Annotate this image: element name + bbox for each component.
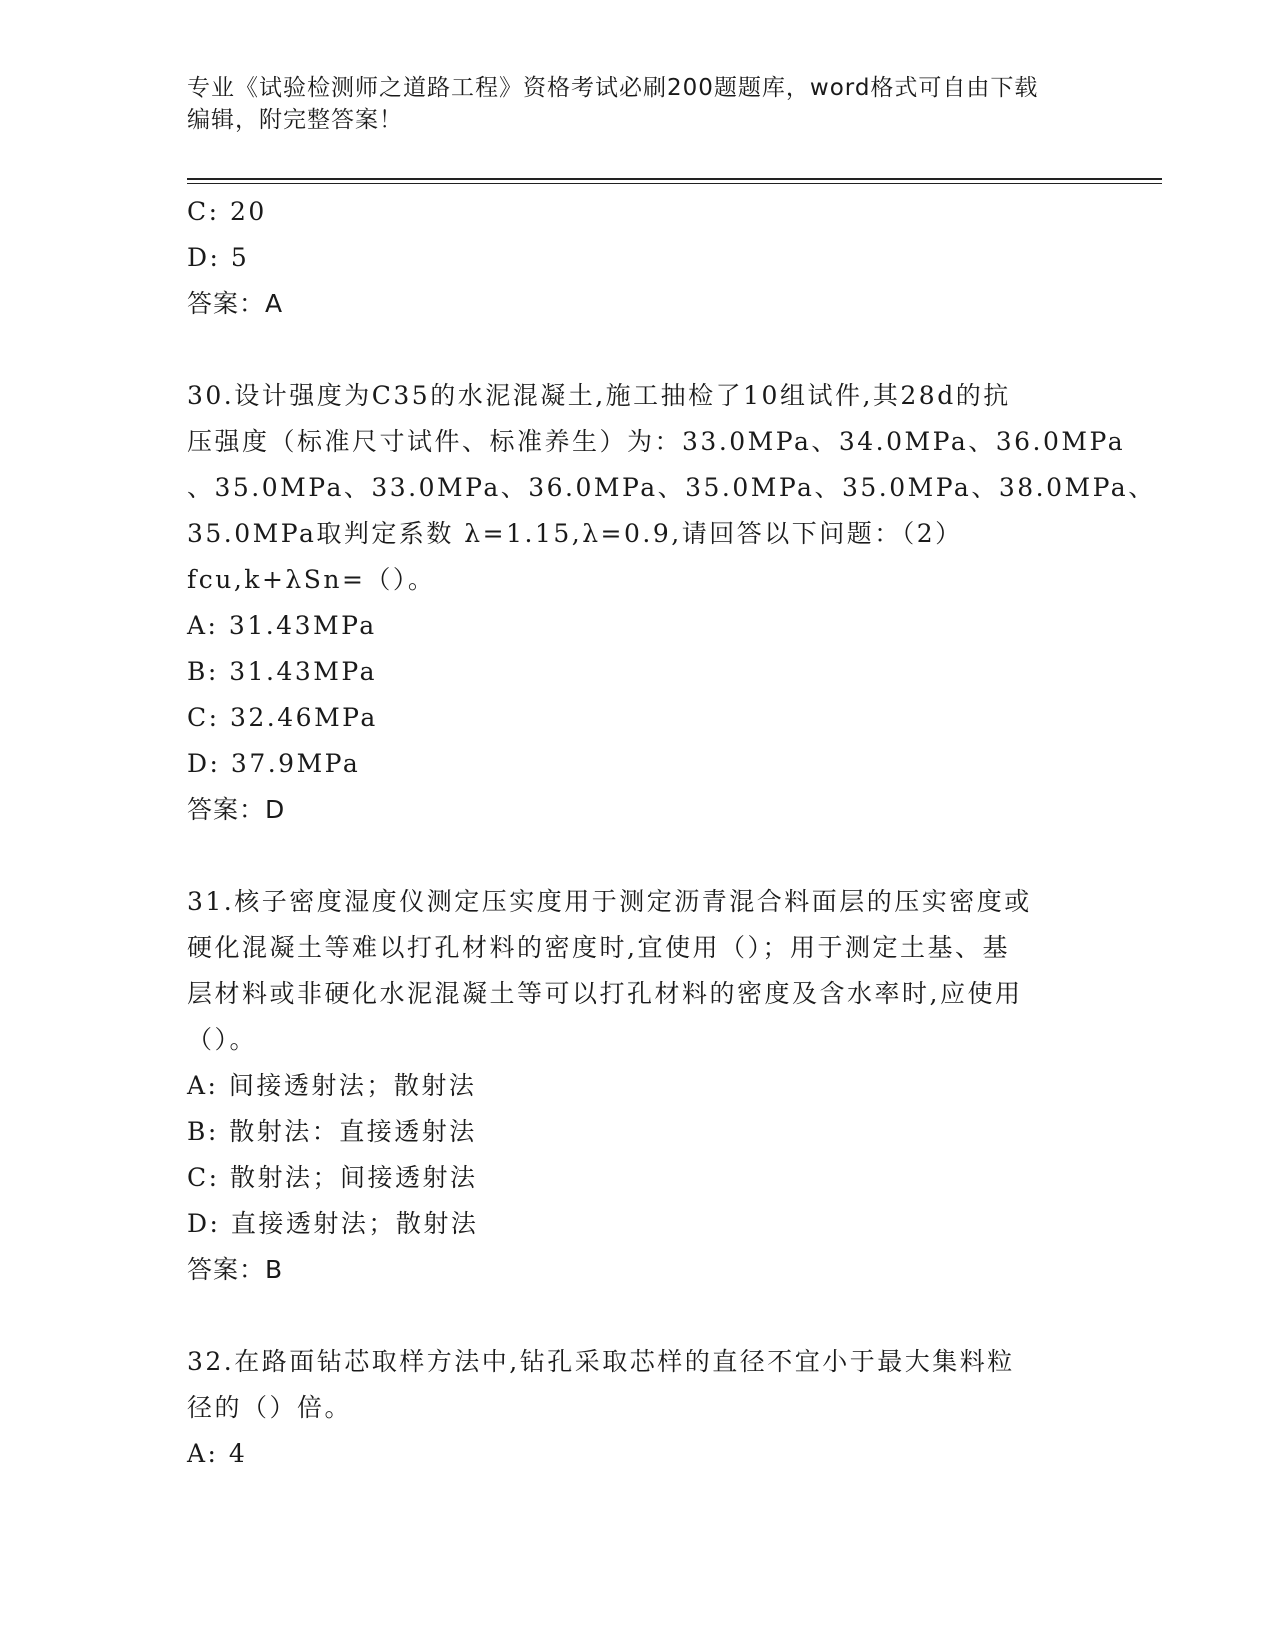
question-text-line: 32.在路面钻芯取样方法中,钻孔采取芯样的直径不宜小于最大集料粒 xyxy=(187,1347,1015,1376)
option-d: D: 直接透射法；散射法 xyxy=(187,1209,479,1238)
question-31 xyxy=(187,879,1087,1293)
question-text-line: fcu,k+λSn=（）。 xyxy=(187,565,436,594)
question-text-line: 30.设计强度为C35的水泥混凝土,施工抽检了10组试件,其28d的抗 xyxy=(187,381,1011,410)
option-b: B: 31.43MPa xyxy=(187,657,378,686)
spacer xyxy=(187,1293,1087,1339)
option-c: C: 散射法；间接透射法 xyxy=(187,1163,478,1192)
question-text-line: 35.0MPa取判定系数 λ=1.15,λ=0.9,请回答以下问题：（2） xyxy=(187,519,963,548)
question-text-line: 层材料或非硬化水泥混凝土等可以打孔材料的密度及含水率时,应使用 xyxy=(187,979,1023,1008)
question-text-line: 径的（）倍。 xyxy=(187,1393,353,1422)
option-d: D: 5 xyxy=(187,243,250,272)
header-line-2: 编辑，附完整答案！ xyxy=(187,107,403,133)
answer-line: 答案：D xyxy=(187,795,286,824)
question-text-line: 压强度（标准尺寸试件、标准养生）为：33.0MPa、34.0MPa、36.0MPa xyxy=(187,427,1126,456)
option-c: C: 32.46MPa xyxy=(187,703,378,732)
header-divider-thick xyxy=(187,178,1162,180)
question-text-line: 硬化混凝土等难以打孔材料的密度时,宜使用（）；用于测定土基、基 xyxy=(187,933,1010,962)
spacer xyxy=(187,327,1087,373)
question-30 xyxy=(187,373,1156,833)
option-b: B: 散射法：直接透射法 xyxy=(187,1117,477,1146)
option-a: A: 4 xyxy=(187,1439,248,1468)
answer-line: 答案：B xyxy=(187,1255,284,1284)
header-divider-thin xyxy=(187,183,1162,184)
answer-line: 答案：A xyxy=(187,289,284,318)
option-a: A: 间接透射法；散射法 xyxy=(187,1071,477,1100)
document-header xyxy=(187,72,1087,136)
question-text-line: 31.核子密度湿度仪测定压实度用于测定沥青混合料面层的压实密度或 xyxy=(187,887,1032,916)
option-d: D: 37.9MPa xyxy=(187,749,361,778)
option-c: C: 20 xyxy=(187,197,267,226)
spacer xyxy=(187,833,1087,879)
question-text-line: （）。 xyxy=(187,1025,258,1054)
header-line-1: 专业《试验检测师之道路工程》资格考试必刷200题题库，word格式可自由下载 xyxy=(187,75,1039,101)
document-body xyxy=(187,189,1156,1477)
previous-question xyxy=(187,189,1087,327)
option-a: A: 31.43MPa xyxy=(187,611,377,640)
question-32 xyxy=(187,1339,1087,1477)
question-text-line: 、35.0MPa、33.0MPa、36.0MPa、35.0MPa、35.0MPa、38.0MPa、 xyxy=(187,473,1156,502)
